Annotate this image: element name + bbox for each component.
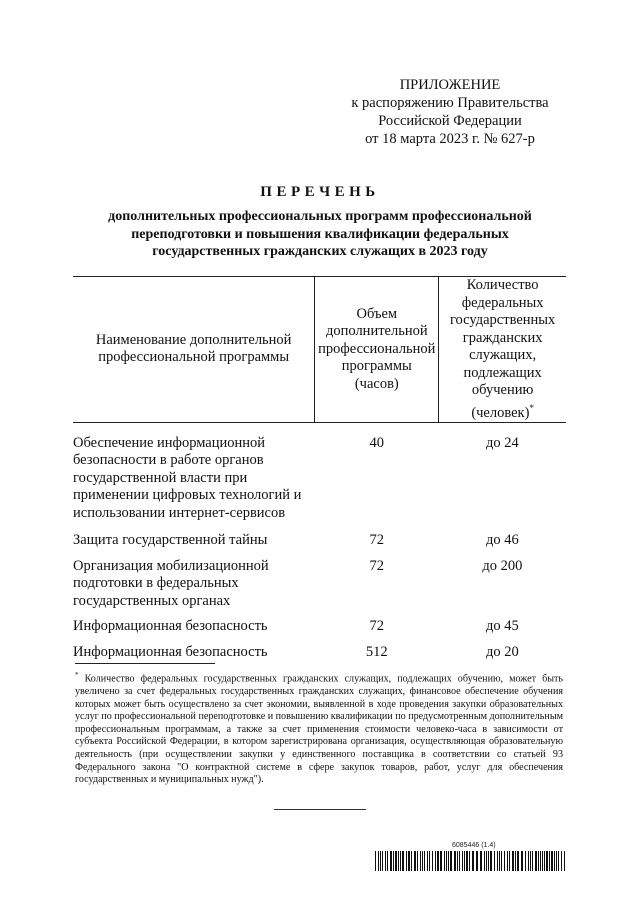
program-hours: 40 [369,434,385,451]
subtitle-line: государственных гражданских служащих в 2023 году [152,244,488,259]
barcode-number: 6085446 (1.4) [452,842,496,849]
footnote-mark: * [75,671,79,679]
end-divider [274,809,366,810]
program-count: до 46 [486,532,519,549]
header-program-name: Наименование дополнительной профессиональной программы [73,277,315,423]
program-name: Защита государственной тайны [73,532,268,549]
footnote-divider [75,663,215,664]
program-hours: 512 [365,643,388,660]
appendix-ref: к распоряжению Правительства [351,95,549,111]
header-employee-count: Количество федеральных государственных гражданских служащих, подлежащих обучению (человек)* [439,277,566,423]
program-count: до 24 [486,434,519,451]
document-title: ПЕРЕЧЕНЬ [260,184,380,200]
program-name: Организация мобилизационной подготовки в федеральных государственных органах [73,557,269,609]
program-hours: 72 [369,618,385,635]
table-row [73,422,566,532]
appendix-authority: Российской Федерации [378,113,522,129]
program-count: до 45 [486,618,519,635]
program-name: Информационная безопасность [73,618,268,635]
table-row [73,532,566,558]
program-count: до 200 [482,557,523,574]
table-header-row [73,277,566,423]
header-hours: Объем дополнительной профессиональной программы (часов) [315,277,439,423]
program-hours: 72 [369,532,385,549]
table-row [73,644,566,670]
subtitle-line: дополнительных профессиональных программ профессиональной [108,209,532,224]
barcode-image [375,851,569,871]
footnote-mark: * [529,402,534,413]
footnote [75,669,563,787]
document-subtitle [70,208,570,261]
footnote-text: Количество федеральных государственных гражданских служащих, подлежащих обучению, может быть увеличено за счет федеральных государственных гражданских служащих, финансовое обеспечение обучения которых может быть осуществлено за счет экономии, выявленной в ходе проведения закупки образовательных услуг по профессиональной переподготовке и повышению квалификации по предусмотренным дополнительным профессиональным программам, а также за счет применения стоимости человеко-часа в зависимости от субъекта Российской Федерации, в котором зарегистрирована организация, осуществляющая образовательную деятельность (при осуществлении закупки у единственного поставщика в соответствии со статьей 93 Федерального закона "О контрактной системе в сфере закупок товаров, работ, услуг для обеспечения государственных и муниципальных нужд"). [75,673,563,786]
program-name: Обеспечение информационной безопасности в работе органов государственной власти при применении цифровых технологий и использовании интернет-сервисов [73,434,302,521]
program-hours: 72 [369,557,385,574]
appendix-label: ПРИЛОЖЕНИЕ [399,77,501,93]
appendix-date-number: от 18 марта 2023 г. № 627-р [365,131,535,147]
appendix-header [340,76,560,148]
table-row [73,618,566,644]
subtitle-line: переподготовки и повышения квалификации федеральных [131,226,509,242]
program-count: до 20 [486,643,519,660]
table-row [73,558,566,619]
program-name: Информационная безопасность [73,643,268,660]
programs-table [73,276,566,669]
